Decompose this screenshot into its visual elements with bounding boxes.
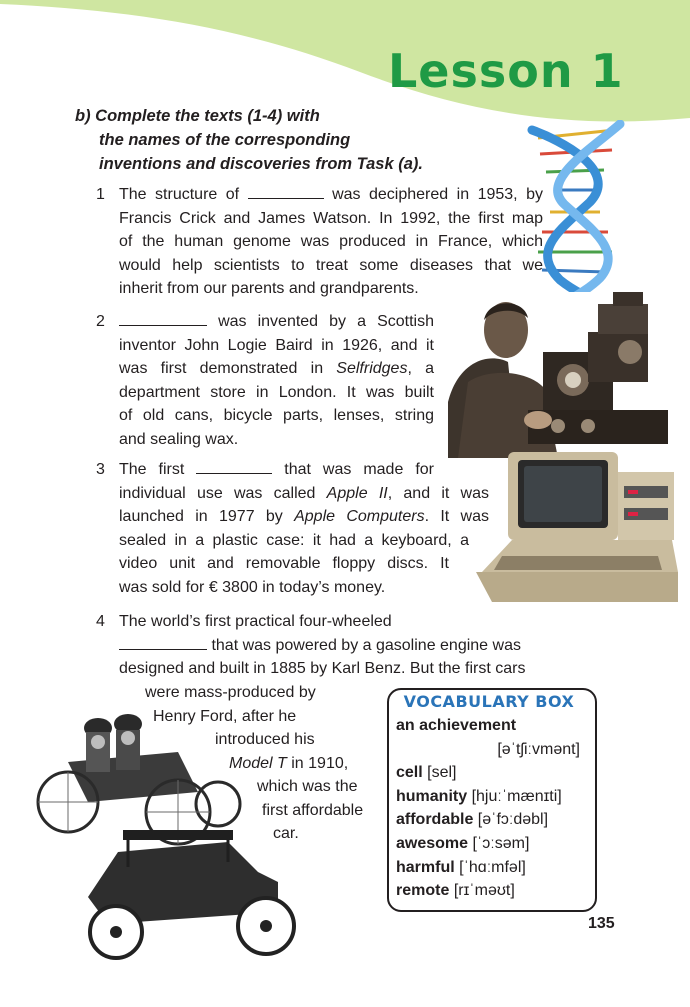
vocabulary-pronunciation: [ˈɔːsəm] bbox=[472, 834, 530, 852]
text-4-line-10: car. bbox=[273, 825, 299, 842]
task-line-2: the names of the corresponding bbox=[99, 131, 351, 149]
text-4-line-2b: that was powered by a gasoline engine was bbox=[207, 636, 521, 654]
text-4-line-5: Henry Ford, after he bbox=[153, 707, 297, 725]
text-4-line-3: designed and built in 1885 by Karl Benz. But the first cars bbox=[119, 660, 526, 677]
vocabulary-word: remote bbox=[396, 882, 450, 900]
lesson-title: Lesson 1 bbox=[388, 44, 624, 98]
vocabulary-word: cell bbox=[396, 764, 423, 782]
text-4-line-4: were mass-produced by bbox=[145, 684, 316, 701]
vocabulary-pronunciation: [əˈfɔːdəbl] bbox=[477, 811, 549, 829]
text-4-line-8: which was the bbox=[257, 778, 358, 795]
vocabulary-item bbox=[396, 738, 586, 762]
vocabulary-pronunciation: [ˈhɑːmfəl] bbox=[459, 858, 526, 876]
text-4-line-6: introduced his bbox=[215, 731, 315, 748]
text-2-line-6: and sealing wax. bbox=[119, 430, 239, 448]
text-1-line-2: Francis Crick and James Watson. In 1992, the first map bbox=[119, 209, 543, 227]
text-3-line-3b: . It was bbox=[424, 508, 489, 525]
vocabulary-item bbox=[396, 808, 586, 832]
vocabulary-item bbox=[396, 785, 586, 809]
task-line-3: inventions and discoveries from Task (a). bbox=[99, 155, 423, 173]
task-line-1: b) Complete the texts (1-4) with bbox=[75, 107, 320, 125]
task-instructions bbox=[75, 104, 423, 176]
baird-television-photo bbox=[448, 292, 680, 458]
text-1-line-4: would help scientists to treat some diseases that we bbox=[119, 256, 543, 274]
vocabulary-pronunciation: [hjuːˈmænɪti] bbox=[471, 787, 562, 805]
vocabulary-word: affordable bbox=[396, 811, 474, 829]
text-1-line-1a: The structure of bbox=[119, 186, 248, 203]
text-2-line-3-italic: Selfridges bbox=[336, 360, 408, 377]
text-2-line-1b: was invented by a Scottish bbox=[207, 313, 434, 330]
text-1-line-3: of the human genome was produced in France, which bbox=[119, 233, 543, 250]
vocabulary-word: an achievement bbox=[396, 717, 517, 734]
text-4-number: 4 bbox=[96, 613, 105, 630]
vocabulary-word: humanity bbox=[396, 787, 468, 805]
text-4-line-7b: in 1910, bbox=[286, 754, 349, 772]
text-4-blank[interactable] bbox=[119, 635, 207, 650]
vocabulary-word: harmful bbox=[396, 858, 455, 876]
text-3-line-1b: that was made for bbox=[272, 461, 434, 478]
text-3-number: 3 bbox=[96, 461, 105, 478]
text-3-line-4: sealed in a plastic case: it had a keyboard, a bbox=[119, 531, 469, 549]
vocabulary-item bbox=[396, 761, 586, 785]
vocabulary-pronunciation: [rɪˈməʊt] bbox=[453, 882, 515, 900]
text-2-line-2: inventor John Logie Baird in 1926, and it bbox=[119, 336, 434, 354]
text-3-line-2a: individual use was called bbox=[119, 484, 327, 502]
vocabulary-item bbox=[396, 879, 586, 903]
vocabulary-pronunciation: [sel] bbox=[427, 764, 457, 782]
text-3-line-2-italic: Apple II bbox=[326, 484, 388, 502]
vocabulary-item bbox=[396, 714, 586, 738]
text-4-line-7-italic: Model T bbox=[229, 754, 287, 772]
text-2-blank[interactable] bbox=[119, 311, 207, 326]
text-3-blank[interactable] bbox=[196, 459, 272, 474]
text-4-line-9: first affordable bbox=[262, 801, 364, 819]
text-4-line-1: The world’s first practical four-wheeled bbox=[119, 613, 392, 630]
text-1-line-1b: was deciphered in 1953, by bbox=[323, 186, 543, 203]
text-3-line-6: was sold for € 3800 in today’s money. bbox=[119, 578, 386, 596]
text-3-line-1a: The first bbox=[119, 461, 197, 478]
vocabulary-word: awesome bbox=[396, 834, 469, 852]
text-1-blank[interactable] bbox=[248, 184, 324, 199]
vocabulary-item bbox=[396, 856, 586, 880]
text-3-line-3a: launched in 1977 by bbox=[119, 508, 295, 525]
text-4 bbox=[96, 610, 549, 681]
vocabulary-item bbox=[396, 832, 586, 856]
text-2-line-3b: , a bbox=[407, 360, 434, 377]
vocabulary-pronunciation: [əˈtʃiːvmənt] bbox=[497, 740, 580, 758]
vocabulary-list bbox=[396, 714, 586, 903]
apple-ii-computer-image bbox=[472, 450, 682, 615]
text-2 bbox=[96, 310, 434, 451]
text-2-line-5: of old cans, bicycle parts, lenses, string bbox=[119, 407, 434, 424]
text-3-line-2b: , and it was bbox=[387, 484, 489, 502]
page-number: 135 bbox=[588, 915, 615, 932]
vintage-cars-image bbox=[28, 692, 328, 984]
text-1-line-5: inherit from our parents and grandparents. bbox=[119, 280, 419, 297]
text-3-line-3-italic: Apple Computers bbox=[294, 508, 425, 525]
text-2-line-4: department store in London. It was built bbox=[119, 383, 434, 401]
text-1 bbox=[96, 183, 543, 301]
text-3-line-5: video unit and removable floppy discs. It bbox=[119, 555, 449, 572]
text-1-number: 1 bbox=[96, 186, 105, 203]
text-2-line-3a: was first demonstrated in bbox=[119, 360, 337, 377]
text-2-number: 2 bbox=[96, 313, 105, 330]
vocabulary-box-title: VOCABULARY BOX bbox=[403, 692, 575, 711]
text-3 bbox=[96, 458, 489, 599]
